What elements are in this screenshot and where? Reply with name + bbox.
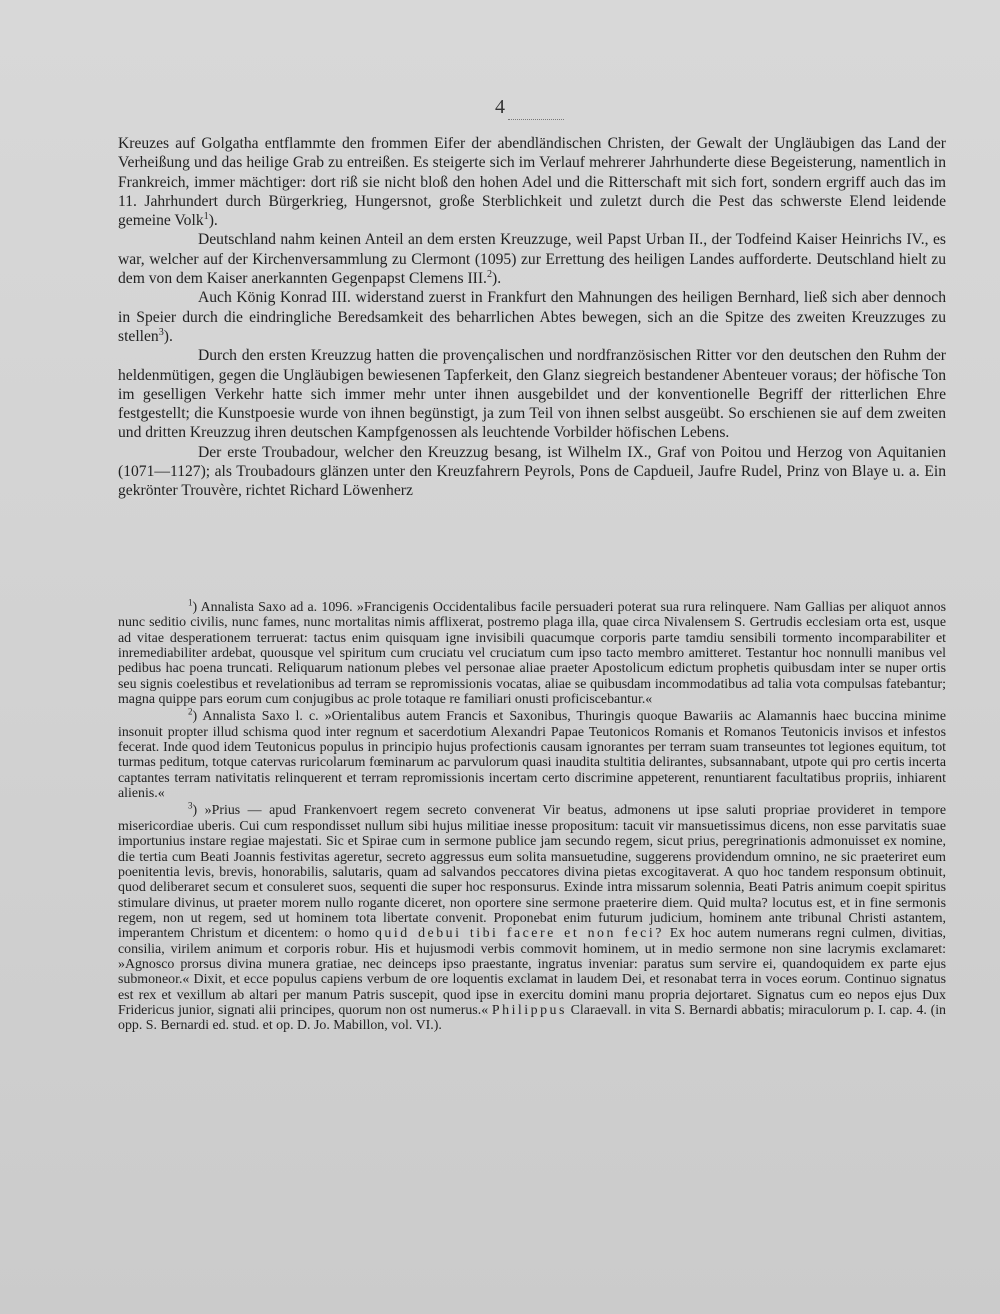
footnote-1-mark: 1 xyxy=(188,597,193,608)
footnote-2-mark: 2 xyxy=(188,706,193,717)
main-text xyxy=(118,134,946,501)
footnote-3-author: Philippus xyxy=(491,1002,567,1018)
paragraph-1-end: ). xyxy=(208,212,218,230)
paragraph-3-text: Auch König Konrad III. widerstand zuerst in Frankfurt den Mahnungen des heiligen Bernhard, ließ sich aber dennoch in Speier durch die eindringliche Beredsamkeit des beharrlichen Abtes bewegen, sich an die Spitze des zweiten Kreuzzuges zu stellen xyxy=(118,289,946,345)
footnote-1-text: ) Annalista Saxo ad a. 1096. »Francigenis Occidentalibus facile persuaderi poterat sua rura relinquere. Nam Gallias per aliquot annos nunc seditio civilis, nunc fames, nunc mortalitas nimis afflixerat, postremo plaga illa, quae circa Nivalensem S. Gertrudis ecclesiam orta est, usque ad vitae desperationem terruerat: tactus enim quisquam igne invisibili quacumque corporis parte tamdiu sensibili tormento incomparabiliter et inremediabiliter ardebat, quousque vel spiritum cum cruciatu vel cruciatum cum ipso tacto membro amitteret. Testantur hoc nonnulli manibus vel pedibus hac poena truncati. Reliquarum nationum plebes vel personae aliae praeter Apostolicum edictum prophetis quibusdam inter se nuper ortis seu signis coelestibus et revelationibus ad terram se repromissionis vocatas, aliae se quibusdam incommodatibus ad talia vota compulsas fatebantur; magna quippe pars eorum cum conjugibus ac prole totaque re familiari onusti proficiscebantur.« xyxy=(118,600,946,708)
paragraph-4: Durch den ersten Kreuzzug hatten die provençalischen und nordfranzösischen Ritter vor den deutschen den Ruhm der heldenmütigen, gegen die Ungläubigen bewiesenen Tapferkeit, den Glanz siegreich bestandener Abenteuer voraus; der höfische Ton im geselligen Verkehr hatte sich immer mehr unter ihnen ausgebildet und der konventionelle Begriff der ritterlichen Ehre festgestellt; die Kunstpoesie wurde von ihnen begünstigt, ja zum Teil von ihnen selbst ausgeübt. So erschienen sie auf dem zweiten und dritten Kreuzzug ihren deutschen Kampfgenossen als leuchtende Vorbilder höfischen Lebens. xyxy=(118,347,946,442)
paragraph-2-text: Deutschland nahm keinen Anteil an dem ersten Kreuzzuge, weil Papst Urban II., der Todfeind Kaiser Heinrichs IV., es war, welcher auf der Kirchenversammlung zu Clermont (1095) zur Errettung des heiligen Landes aufforderte. Deutschland hielt zu dem von dem Kaiser anerkannten Gegenpapst Clemens III. xyxy=(118,231,946,288)
footnote-2 xyxy=(118,706,946,802)
footnote-2-text: ) Annalista Saxo l. c. »Orientalibus autem Francis et Saxonibus, Thuringis quoque Bawariis ac Alamannis haec buccina minime insonuit propter illud schisma quod inter regnum et sacerdotium Alexandri Papae Teutonicos Romanis et Romanos Teutonicis invisos et infestos fecerat. Inde quod idem Teutonicus populus in principio hujus profectionis causam ignorantes per terram suam transeuntes tot legiones equitum, tot turmas peditum, totque catervas ruricolarum fœminarum ac parvulorum quasi inaudita stultitia delirantes, subsannabant, utpote qui pro certis incerta captantes terram nativitatis relinquerent et terram repromissionis incertam certo discrimine appeterent, renuntiarent facultatibus propriis, inhiarent alienis.« xyxy=(118,709,946,802)
page-number: 4 xyxy=(495,96,505,118)
footnote-1 xyxy=(118,597,946,708)
paragraph-2 xyxy=(118,230,946,288)
footnote-ref-1: 1 xyxy=(203,211,209,222)
paragraph-5: Der erste Troubadour, welcher den Kreuzzug besang, ist Wilhelm IX., Graf von Poitou und Herzog von Aquitanien (1071—1127); als Troubadours glänzen unter den Kreuzfahrern Peyrols, Pons de Capdueil, Jaufre Rudel, Prinz von Blaye u. a. Ein gekrönter Trouvère, richtet Richard Löwenherz xyxy=(118,443,946,500)
paragraph-1 xyxy=(118,134,946,230)
footnote-3-spaced-quote: quid debui tibi facere et non feci? xyxy=(374,926,664,942)
footnote-ref-2: 2 xyxy=(486,268,492,280)
footnotes xyxy=(118,597,947,1034)
paragraph-2-end: ). xyxy=(492,270,502,288)
paragraph-1-text: Kreuzes auf Golgatha entflammte den frommen Eifer der abendländischen Christen, der Gewalt der Ungläubigen das Land der Verheißung und das heilige Grab zu entreißen. Es steigerte sich im Verlauf mehrerer Jahrhunderte diese Begeisterung, namentlich in Frankreich, immer mächtiger: dort riß sie nicht bloß den hohen Adel und die Ritterschaft mit sich fort, sondern ergriff auch das im 11. Jahrhundert durch Bürgerkrieg, Hungersnot, große Sterblichkeit und zuletzt durch die Pest das schwerste Elend leidende gemeine Volk xyxy=(118,135,946,230)
footnote-3-text-b: Ex hoc autem numerans regni culmen, divitias, consilia, virilem animum et corporis robur. His et hujusmodi verbis commovit hominem, ut in medio sermone non sine lacrymis exclamaret: »Agnosco prorsus divina munera gratiae, nec deinceps ipso praestante, ingratus inveniar: paratus sum servire ei, quandoquidem ex parte ejus submoneor.« Dixit, et ecce populus capiens verbum de ore loquentis exclamat in laudem Dei, et resonabat terra in voces eorum. Continuo signatus est rex et vexillum ab altari per manum Patris suscepit, quod ipse in exercitu domini manu propria dejortaret. Signatus cum eo nepos ejus Dux Fridericus junior, signati alii principes, quorum non ost numerus.« xyxy=(118,926,947,1018)
footnote-3-mark: 3 xyxy=(188,800,193,811)
footnote-3 xyxy=(118,800,947,1034)
footnote-ref-3: 3 xyxy=(158,326,164,338)
paragraph-3 xyxy=(118,288,946,346)
paragraph-3-end: ). xyxy=(163,327,173,345)
footnote-3-text-c: Claraevall. in vita S. Bernardi abbatis; miraculorum p. I. cap. 4. (in opp. S. Bernardi ed. stud. et op. D. Jo. Mabillon, vol. VI.). xyxy=(118,1002,946,1034)
page-number-ornament xyxy=(508,119,564,120)
footnote-3-text-a: ) »Prius — apud Frankenvoert regem secreto convenerat Vir beatus, admonens ut ipse saluti propriae provideret in tempore misericordiae uberis. Cui cum respondisset nullum sibi hujus militiae inesse propositum: tacuit vir mansuetissimus dicens, non esse parvitatis suae importunius instare regiae majestati. Sic et Spirae cum in sermone publice jam secundo regem, sicut prius, peregrinationis admonuisset ex nomine, die tertia cum Beati Joannis festivitas ageretur, secreto aggressus eum solita mansuetudine, suggerens providendum omnino, ne sic praeteriret eum poenitentia levis, brevis, honorabilis, salutaris, quam ad salvandos peccatores divina pietas excogitaverat. A quo hoc tandem responsum obtinuit, quod deliberaret secum et consuleret suos, sequenti die super hoc responsurus. Exinde intra missarum solennia, Beati Patris animum coepit spiritus stimulare divinus, ut praeter morem nullo rogante diceret, non oportere sine sermone praeterire diem. Quid multa? locutus est, et in fine sermonis regem, non ut regem, sed ut hominem tota libertate convenit. Proponebat enim futurum judicium, hominem ante tribunal Christi astantem, imperantem Christum et dicentem: o homo xyxy=(118,803,946,942)
